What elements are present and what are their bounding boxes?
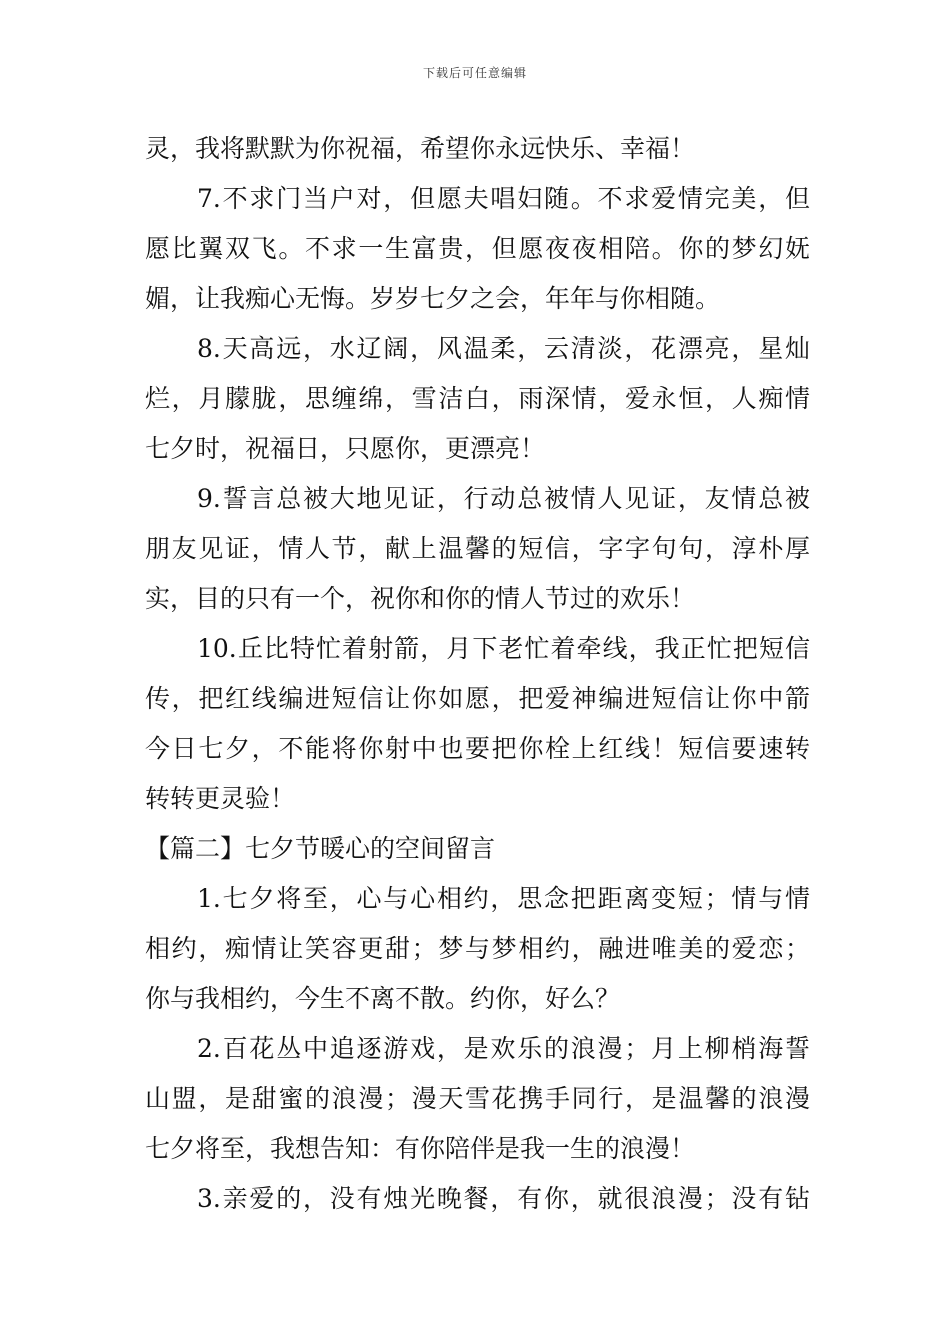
- text-line: 1.七夕将至，心与心相约，思念把距离变短；情与情: [197, 884, 810, 913]
- text-line: 灵，我将默默为你祝福，希望你永远快乐、幸福！: [145, 134, 696, 163]
- text-line: 2.百花丛中追逐游戏，是欢乐的浪漫；月上柳梢海誓: [197, 1034, 810, 1063]
- text-line: 传，把红线编进短信让你如愿，把爱神编进短信让你中箭: [145, 684, 810, 713]
- text-line: 烂，月朦胧，思缠绵，雪洁白，雨深情，爱永恒，人痴情: [145, 384, 810, 413]
- page-header: 下载后可任意编辑: [422, 66, 527, 80]
- document-body: [145, 124, 810, 1224]
- section-heading: 【篇二】七夕节暖心的空间留言: [145, 834, 496, 863]
- text-line: 7.不求门当户对，但愿夫唱妇随。不求爱情完美，但: [197, 184, 810, 213]
- text-line: 8.天高远，水辽阔，风温柔，云清淡，花漂亮，星灿: [197, 334, 810, 363]
- text-line: 实，目的只有一个，祝你和你的情人节过的欢乐！: [145, 584, 696, 613]
- text-line: 3.亲爱的，没有烛光晚餐，有你，就很浪漫；没有钻: [197, 1184, 810, 1213]
- text-line: 相约，痴情让笑容更甜；梦与梦相约，融进唯美的爱恋；: [145, 934, 810, 963]
- text-line: 转转更灵验！: [145, 784, 296, 813]
- text-line: 朋友见证，情人节，献上温馨的短信，字字句句，淳朴厚: [145, 534, 810, 563]
- text-line: 七夕将至，我想告知：有你陪伴是我一生的浪漫！: [145, 1134, 696, 1163]
- text-line: 你与我相约，今生不离不散。约你，好么？: [145, 984, 621, 1013]
- text-line: 9.誓言总被大地见证，行动总被情人见证，友情总被: [197, 484, 810, 513]
- text-line: 媚，让我痴心无悔。岁岁七夕之会，年年与你相随。: [145, 284, 721, 313]
- text-line: 山盟，是甜蜜的浪漫；漫天雪花携手同行，是温馨的浪漫: [145, 1084, 810, 1113]
- text-line: 10.丘比特忙着射箭，月下老忙着牵线，我正忙把短信: [197, 634, 810, 663]
- text-line: 七夕时，祝福日，只愿你，更漂亮！: [145, 434, 546, 463]
- text-line: 愿比翼双飞。不求一生富贵，但愿夜夜相陪。你的梦幻妩: [145, 234, 810, 263]
- text-line: 今日七夕，不能将你射中也要把你栓上红线！短信要速转: [145, 734, 810, 763]
